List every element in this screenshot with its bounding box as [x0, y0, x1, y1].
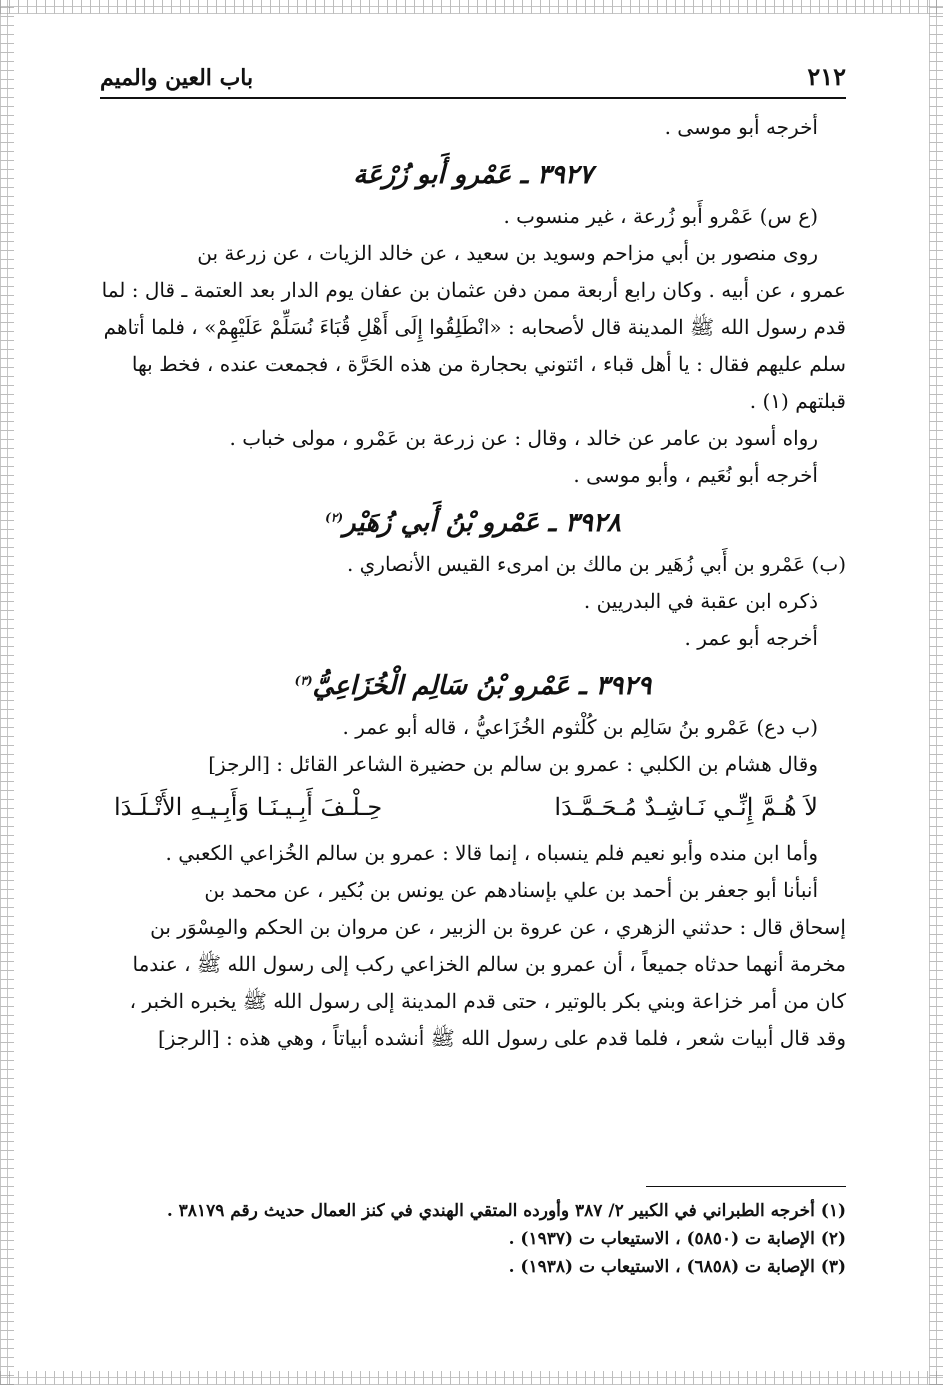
entry-line: إسحاق قال : حدثني الزهري ، عن عروة بن الزبير ، عن مروان بن الحكم والمِسْوَر بن — [150, 915, 846, 939]
entry-line: (ب دع) عَمْرو بنُ سَالِم بن كُلْثوم الخُزَاعيُّ ، قاله أبو عمر . — [342, 715, 818, 739]
footnote: (١) أخرجه الطبراني في الكبير ٢/ ٣٨٧ وأورده المتقي الهندي في كنز العمال حديث رقم ٣٨١٧٩ . — [166, 1201, 846, 1221]
page-border-right — [929, 0, 943, 1385]
footnote-marker: (٣) — [294, 673, 313, 688]
verse — [100, 785, 846, 829]
entry-title-3928 — [100, 508, 846, 538]
page-border-top — [0, 0, 943, 14]
page-border-left — [0, 0, 14, 1385]
entry-title-3927 — [100, 160, 846, 190]
footnote-rule — [646, 1186, 846, 1187]
page-header — [100, 62, 846, 99]
entry-line: وقد قال أبيات شعر ، فلما قدم على رسول الله ﷺ أنشده أبياتاً ، وهي هذه : [الرجز] — [157, 1026, 846, 1050]
entry-line: روى منصور بن أبي مزاحم وسويد بن سعيد ، عن خالد الزيات ، عن زرعة بن — [197, 241, 818, 265]
entry-line: أنبأنا أبو جعفر بن أحمد بن علي بإسنادهم عن يونس بن بُكير ، عن محمد بن — [204, 878, 818, 902]
verse-second-hemistich: حِـلْـفَ أَبِـيـنَـا وَأَبِـيـهِ الأَتْـلَـدَا — [114, 793, 383, 821]
entry-line: عمرو ، عن أبيه . وكان رابع أربعة ممن دفن عثمان بن عفان يوم الدار بعد العتمة ـ قال : لما — [101, 278, 846, 302]
entry-line: أخرجه أبو نُعَيم ، وأبو موسى . — [573, 463, 818, 487]
entry-title-3929 — [100, 671, 846, 701]
page-body — [100, 62, 846, 1057]
entry-line: سلم عليهم فقال : يا أهل قباء ، ائتوني بحجارة من هذه الحَرَّة ، فجمعت عنده ، فخط بها — [131, 352, 846, 376]
page-number: ٢١٢ — [807, 62, 846, 91]
footnote: (٢) الإصابة ت (٥٨٥٠) ، الاستيعاب ت (١٩٣٧) . — [508, 1229, 846, 1249]
entry-title-text: ٣٩٢٧ ـ عَمْرو أَبو زُرْعَة — [353, 160, 593, 190]
entry-title-text: ٣٩٢٩ ـ عَمْرو بْنُ سَالِم الْخُزَاعِيُّ — [312, 671, 652, 701]
entry-line: وأما ابن منده وأبو نعيم فلم ينسباه ، إنما قالا : عمرو بن سالم الخُزاعي الكعبي . — [165, 841, 818, 865]
entry-line: قبلتهم (١) . — [749, 389, 846, 413]
entry-line: كان من أمر خزاعة وبني بكر بالوتير ، حتى قدم المدينة إلى رسول الله ﷺ يخبره الخبر ، — [129, 989, 846, 1013]
entry-line: قدم رسول الله ﷺ المدينة قال لأصحابه : «انْطَلِقُوا إِلَى أَهْلِ قُبَاءَ نُسَلِّمْ عَلَيْهِمْ» ، فلما أتاهم — [103, 315, 846, 339]
page-border-bottom — [0, 1371, 943, 1385]
footnote-marker: (٢) — [325, 510, 343, 525]
entry-title-text: ٣٩٢٨ ـ عَمْرو بْنُ أَبي زُهَيْر — [343, 508, 621, 538]
entry-line: رواه أسود بن عامر عن خالد ، وقال : عن زرعة بن عَمْرو ، مولى خباب . — [229, 426, 818, 450]
entry-line: (ع س) عَمْرو أَبو زُرعة ، غير منسوب . — [503, 204, 818, 228]
intro-line: أخرجه أبو موسى . — [664, 115, 818, 139]
verse-first-hemistich: لاَ هُـمَّ إِنِّـي نَـاشِـدٌ مُـحَـمَّـدَا — [554, 793, 818, 821]
running-title: باب العين والميم — [100, 65, 254, 91]
footnotes — [100, 1186, 846, 1281]
entry-line: ذكره ابن عقبة في البدريين . — [583, 589, 818, 613]
entry-line: وقال هشام بن الكلبي : عمرو بن سالم بن حضيرة الشاعر القائل : [الرجز] — [208, 752, 818, 776]
footnote: (٣) الإصابة ت (٦٨٥٨) ، الاستيعاب ت (١٩٣٨) . — [508, 1257, 846, 1277]
entry-line: مخرمة أنهما حدثاه جميعاً ، أن عمرو بن سالم الخزاعي ركب إلى رسول الله ﷺ ، عندما — [132, 952, 846, 976]
entry-line: (ب) عَمْرو بن أَبي زُهَير بن مالك بن امرىء القيس الأنصاري . — [346, 552, 846, 576]
entry-line: أخرجه أبو عمر . — [684, 626, 818, 650]
